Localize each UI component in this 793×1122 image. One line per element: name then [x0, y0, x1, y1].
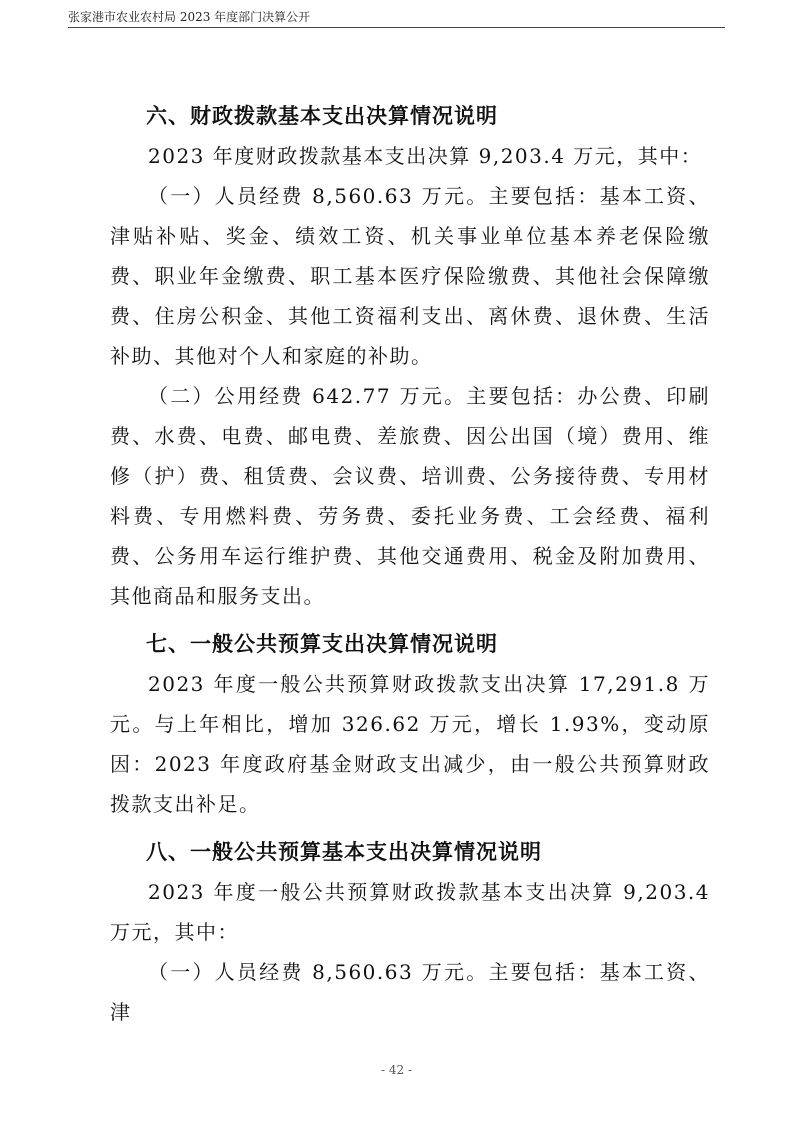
section-7 — [110, 624, 710, 824]
paragraph: （一）人员经费 8,560.63 万元。主要包括：基本工资、津 — [110, 960, 710, 1024]
paragraph: 2023 年度一般公共预算财政拨款基本支出决算 9,203.4 万元，其中： — [110, 880, 710, 944]
header-divider — [68, 27, 725, 28]
section-6 — [110, 96, 710, 616]
document-body — [110, 88, 710, 1032]
paragraph: 2023 年度财政拨款基本支出决算 9,203.4 万元，其中： — [148, 144, 703, 168]
page-number: - 42 - — [380, 1063, 412, 1077]
section-heading: 七、一般公共预算支出决算情况说明 — [146, 632, 498, 656]
section-8 — [110, 832, 710, 1032]
document-header: 张家港市农业农村局 2023 年度部门决算公开 — [68, 10, 311, 24]
paragraph: （一）人员经费 8,560.63 万元。主要包括：基本工资、津贴补贴、奖金、绩效工资、机关事业单位基本养老保险缴费、职业年金缴费、职工基本医疗保险缴费、其他社会保障缴费、住房公积金、其他工资福利支出、离休费、退休费、生活补助、其他对个人和家庭的补助。 — [110, 184, 710, 368]
section-heading: 八、一般公共预算基本支出决算情况说明 — [146, 840, 542, 864]
paragraph: 2023 年度一般公共预算财政拨款支出决算 17,291.8 万元。与上年相比，增加 326.62 万元，增长 1.93%，变动原因：2023 年度政府基金财政支出减少，由一般公共预算财政拨款支出补足。 — [110, 672, 710, 816]
section-heading: 六、财政拨款基本支出决算情况说明 — [146, 104, 498, 128]
paragraph: （二）公用经费 642.77 万元。主要包括：办公费、印刷费、水费、电费、邮电费、差旅费、因公出国（境）费用、维修（护）费、租赁费、会议费、培训费、公务接待费、专用材料费、专用燃料费、劳务费、委托业务费、工会经费、福利费、公务用车运行维护费、其他交通费用、税金及附加费用、其他商品和服务支出。 — [110, 384, 710, 608]
